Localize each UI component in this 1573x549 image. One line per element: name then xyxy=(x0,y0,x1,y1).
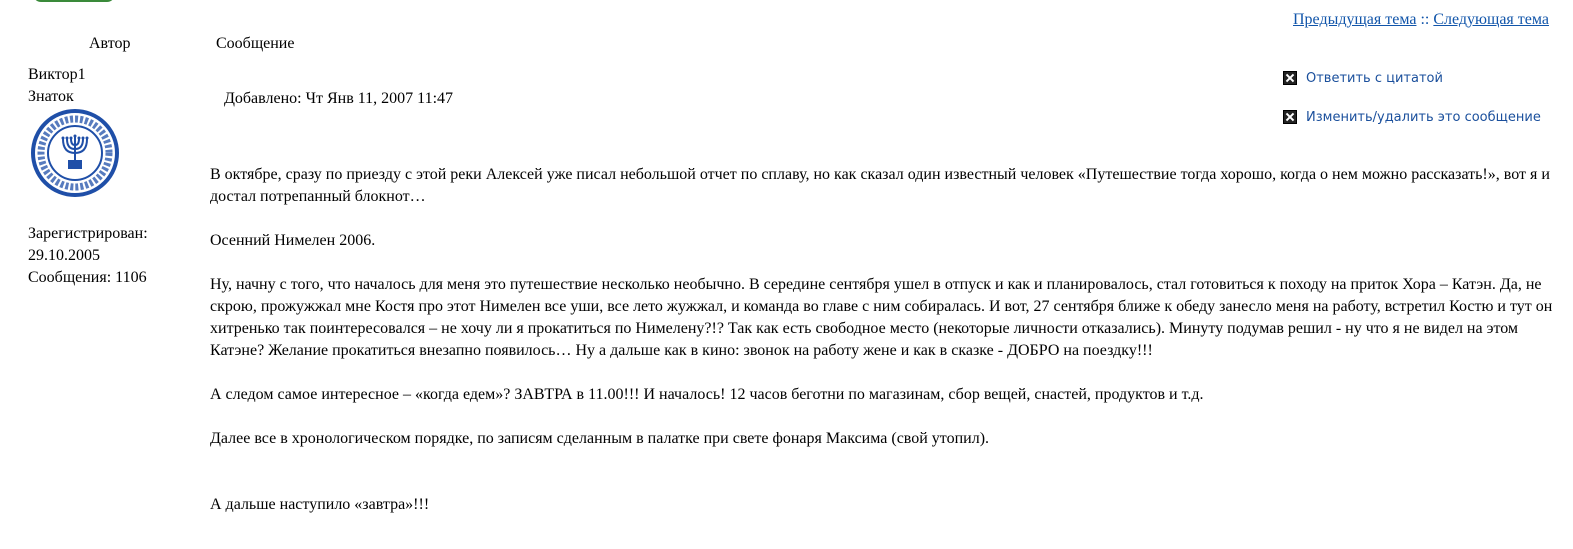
emblem-seal-icon xyxy=(30,109,120,197)
nav-separator: :: xyxy=(1420,11,1430,28)
post-paragraph: Осенний Нимелен 2006. xyxy=(210,232,376,249)
next-topic-link[interactable]: Следующая тема xyxy=(1433,11,1549,28)
author-name[interactable]: Виктор1 xyxy=(28,66,86,83)
top-button-fragment[interactable] xyxy=(33,0,115,2)
post-paragraph: В октябре, сразу по приезду с этой реки Алексей уже писал небольшой отчет по сплаву, но как сказал один известный человек «Путешествие тогда хорошо, когда о нем можно рассказать!», вот я и достал потрепанный блокнот… xyxy=(210,166,1550,205)
topic-navigation xyxy=(1293,11,1549,29)
author-column-header: Автор xyxy=(89,35,131,52)
author-rank: Знаток xyxy=(28,88,74,105)
post-actions xyxy=(1283,68,1541,146)
message-column-header: Сообщение xyxy=(216,35,295,52)
author-stats xyxy=(28,223,198,289)
post-body xyxy=(210,164,1555,538)
post-paragraph: Далее все в хронологическом порядке, по записям сделанным в палатке при свете фонаря Максима (свой утопил). xyxy=(210,430,990,447)
registered-label: Зарегистрирован: xyxy=(28,225,148,242)
post-count: Сообщения: 1106 xyxy=(28,269,147,286)
edit-delete-label[interactable]: Изменить/удалить это сообщение xyxy=(1306,109,1541,125)
post-paragraph: Ну, начну с того, что началось для меня это путешествие несколько необычно. В середине сентября ушел в отпуск и как и планировалось, стал готовиться к походу на приток Хора – Катэн. Да, не скрою, прожужжал мне Костя про этот Нимелен все уши, все лето жужжал, и команда во главе с ним собиралась. И вот, 27 сентября ближе к обеду занесло меня на работу, встретил Костю и тут он хитренько так поинтересовался – не хочу ли я прокатиться по Нимелену?!? Так как есть свободное место (некоторые личности отказались). Минуту подумав решил - ну что я не видел на этом Катэне? Желание прокатиться внезапно появилось… Ну а дальше как в кино: звонок на работу жене и как в сказке - ДОБРО на поездку!!! xyxy=(210,276,1553,359)
quote-reply-label[interactable]: Ответить с цитатой xyxy=(1306,70,1443,86)
post-date: Добавлено: Чт Янв 11, 2007 11:47 xyxy=(224,90,454,107)
post-paragraph: А дальше наступило «завтра»!!! xyxy=(210,496,430,513)
quote-reply-button[interactable] xyxy=(1283,68,1541,88)
author-panel xyxy=(28,64,198,289)
post-paragraph: А следом самое интересное – «когда едем»? ЗАВТРА в 11.00!!! И началось! 12 часов беготни по магазинам, сбор вещей, снастей, продуктов и т.д. xyxy=(210,386,1204,403)
quote-icon[interactable] xyxy=(1283,71,1297,85)
previous-topic-link[interactable]: Предыдущая тема xyxy=(1293,11,1417,28)
edit-icon[interactable] xyxy=(1283,110,1297,124)
registered-date: 29.10.2005 xyxy=(28,247,100,264)
edit-delete-button[interactable] xyxy=(1283,107,1541,127)
